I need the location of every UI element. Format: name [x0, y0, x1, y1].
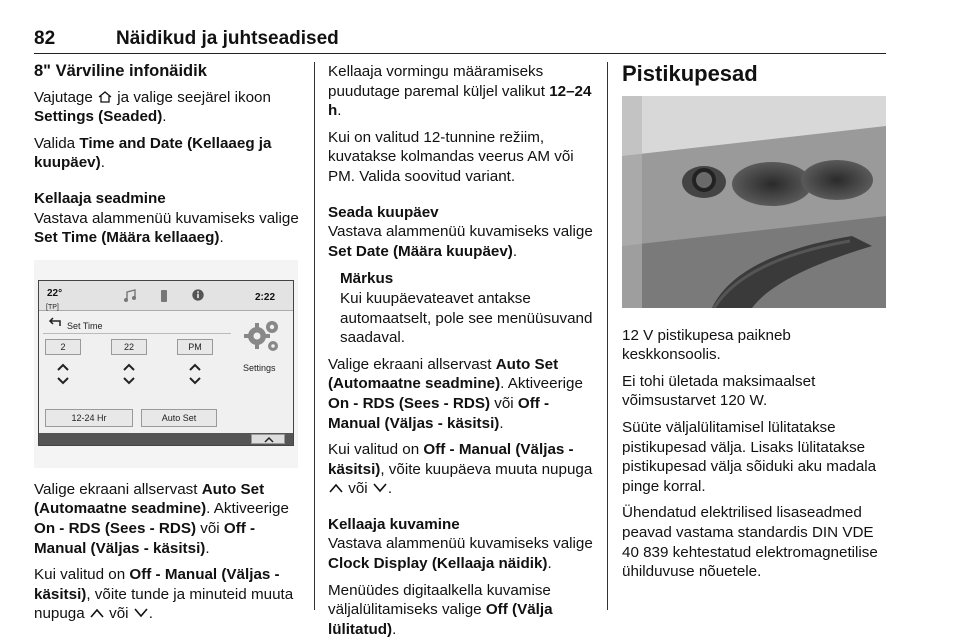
paragraph-auto-set-date: Valige ekraani allservast Auto Set (Automaatne seadmine). Aktiveerige On - RDS (Sees - RDS) või Off - Manual (Väljas - käsitsi).	[328, 355, 583, 432]
note-box	[340, 269, 594, 347]
expand-button[interactable]	[251, 434, 285, 444]
paragraph-clock-display: Vastava alammenüü kuvamiseks valige Clock Display (Kellaaja näidik).	[328, 535, 593, 573]
paragraph-max-power: Ei tohi ületada maksimaalset võimsustarvet 120 W.	[622, 372, 816, 410]
hour-down-icon[interactable]	[49, 375, 77, 387]
paragraph-home: Vajutage ja valige seejärel ikoon Settings (Seaded).	[34, 88, 271, 126]
ampm-up-icon[interactable]	[181, 361, 209, 373]
screen-frame	[38, 280, 294, 446]
screen-clock: 2:22	[255, 291, 276, 303]
paragraph-select: Valida Time and Date (Kellaaeg ja kuupäev).	[34, 134, 272, 172]
ampm-down-icon[interactable]	[181, 375, 209, 387]
info-icon	[189, 288, 207, 302]
paragraph-socket-location: 12 V pistikupesa paikneb keskkonsoolis.	[622, 326, 791, 364]
chevron-down-icon	[133, 606, 149, 620]
console-illustration	[622, 96, 886, 308]
chevron-up-icon	[264, 436, 274, 443]
page-header	[34, 24, 886, 54]
12-24-hr-button[interactable]: 12-24 Hr	[45, 409, 133, 427]
chevron-up-icon	[89, 606, 105, 620]
section-title: 8" Värviline infonäidik	[34, 62, 207, 80]
ampm-field[interactable]: PM	[177, 339, 213, 355]
back-icon[interactable]	[47, 317, 63, 329]
paragraph-ignition-off: Süüte väljalülitamisel lülitatakse pistikupesad välja. Lisaks lülitatakse pistikupesad välja sõiduki aku madala pinge korral.	[622, 418, 877, 495]
paragraph-auto-set: Valige ekraani allservast Auto Set (Automaatne seadmine). Aktiveerige On - RDS (Sees - RDS) või Off - Manual (Väljas - käsitsi).	[34, 480, 289, 557]
infotainment-screen-image	[34, 260, 298, 468]
paragraph-set-date: Vastava alammenüü kuvamiseks valige Set Date (Määra kuupäev).	[328, 223, 593, 260]
note-title: Märkus	[340, 270, 394, 288]
subheading-set-date: Seada kuupäev	[328, 203, 439, 221]
home-icon	[97, 90, 113, 104]
column-divider-1	[314, 62, 315, 610]
paragraph-format: Kellaaja vormingu määramiseks puudutage paremal küljel valikut 12–24 h.	[328, 63, 592, 120]
paragraph-clock-off: Menüüdes digitaalkella kuvamise väljalülitamiseks valige Off (Välja lülitatud).	[328, 581, 553, 638]
screen-topbar	[39, 281, 293, 311]
hour-up-icon[interactable]	[49, 361, 77, 373]
screen-temp: 22°	[47, 287, 63, 299]
music-icon	[121, 289, 139, 303]
column-divider-2	[607, 62, 608, 610]
screen-tp: [TP]	[46, 303, 59, 311]
chevron-up-icon	[328, 481, 344, 495]
paragraph-12h: Kui on valitud 12-tunnine režiim, kuvatakse kolmandas veerus AM või PM. Valida soovitud variant.	[328, 128, 574, 185]
note-text: Kui kuupäevateavet antakse automaatselt, pole see menüüsuvand saadaval.	[340, 289, 593, 347]
minute-up-icon[interactable]	[115, 361, 143, 373]
minute-field[interactable]: 22	[111, 339, 147, 355]
page-number: 82	[34, 28, 56, 49]
settings-label: Settings	[243, 362, 276, 373]
subheading-clock-display: Kellaaja kuvamine	[328, 515, 460, 533]
screen-body	[39, 311, 293, 433]
gear-icon[interactable]	[239, 317, 283, 355]
column-1	[34, 62, 300, 631]
section-title-sockets: Pistikupesad	[622, 61, 758, 86]
subheading-set-time: Kellaaja seadmine	[34, 189, 166, 207]
screen-bottombar	[39, 433, 293, 445]
phone-icon	[155, 289, 173, 303]
minute-down-icon[interactable]	[115, 375, 143, 387]
chevron-down-icon	[372, 481, 388, 495]
screen-menu-title: Set Time	[67, 320, 103, 331]
center-console-photo	[622, 96, 886, 308]
page-title: Näidikud ja juhtseadised	[116, 28, 339, 49]
paragraph-set-time: Vastava alammenüü kuvamiseks valige Set Time (Määra kellaaeg).	[34, 209, 299, 247]
column-3	[622, 62, 888, 589]
paragraph-manual-date: Kui valitud on Off - Manual (Väljas - käsitsi), võite kuupäeva muuta nupuga või .	[328, 441, 593, 498]
auto-set-button[interactable]: Auto Set	[141, 409, 217, 427]
column-2	[328, 62, 594, 642]
paragraph-manual: Kui valitud on Off - Manual (Väljas - käsitsi), võite tunde ja minuteid muuta nupuga või .	[34, 566, 294, 623]
hour-field[interactable]: 2	[45, 339, 81, 355]
paragraph-emc: Ühendatud elektrilised lisaseadmed peavad vastama standardis DIN VDE 40 839 kehtestatud elektromagnetilise ühilduvuse nõuetele.	[622, 504, 878, 581]
